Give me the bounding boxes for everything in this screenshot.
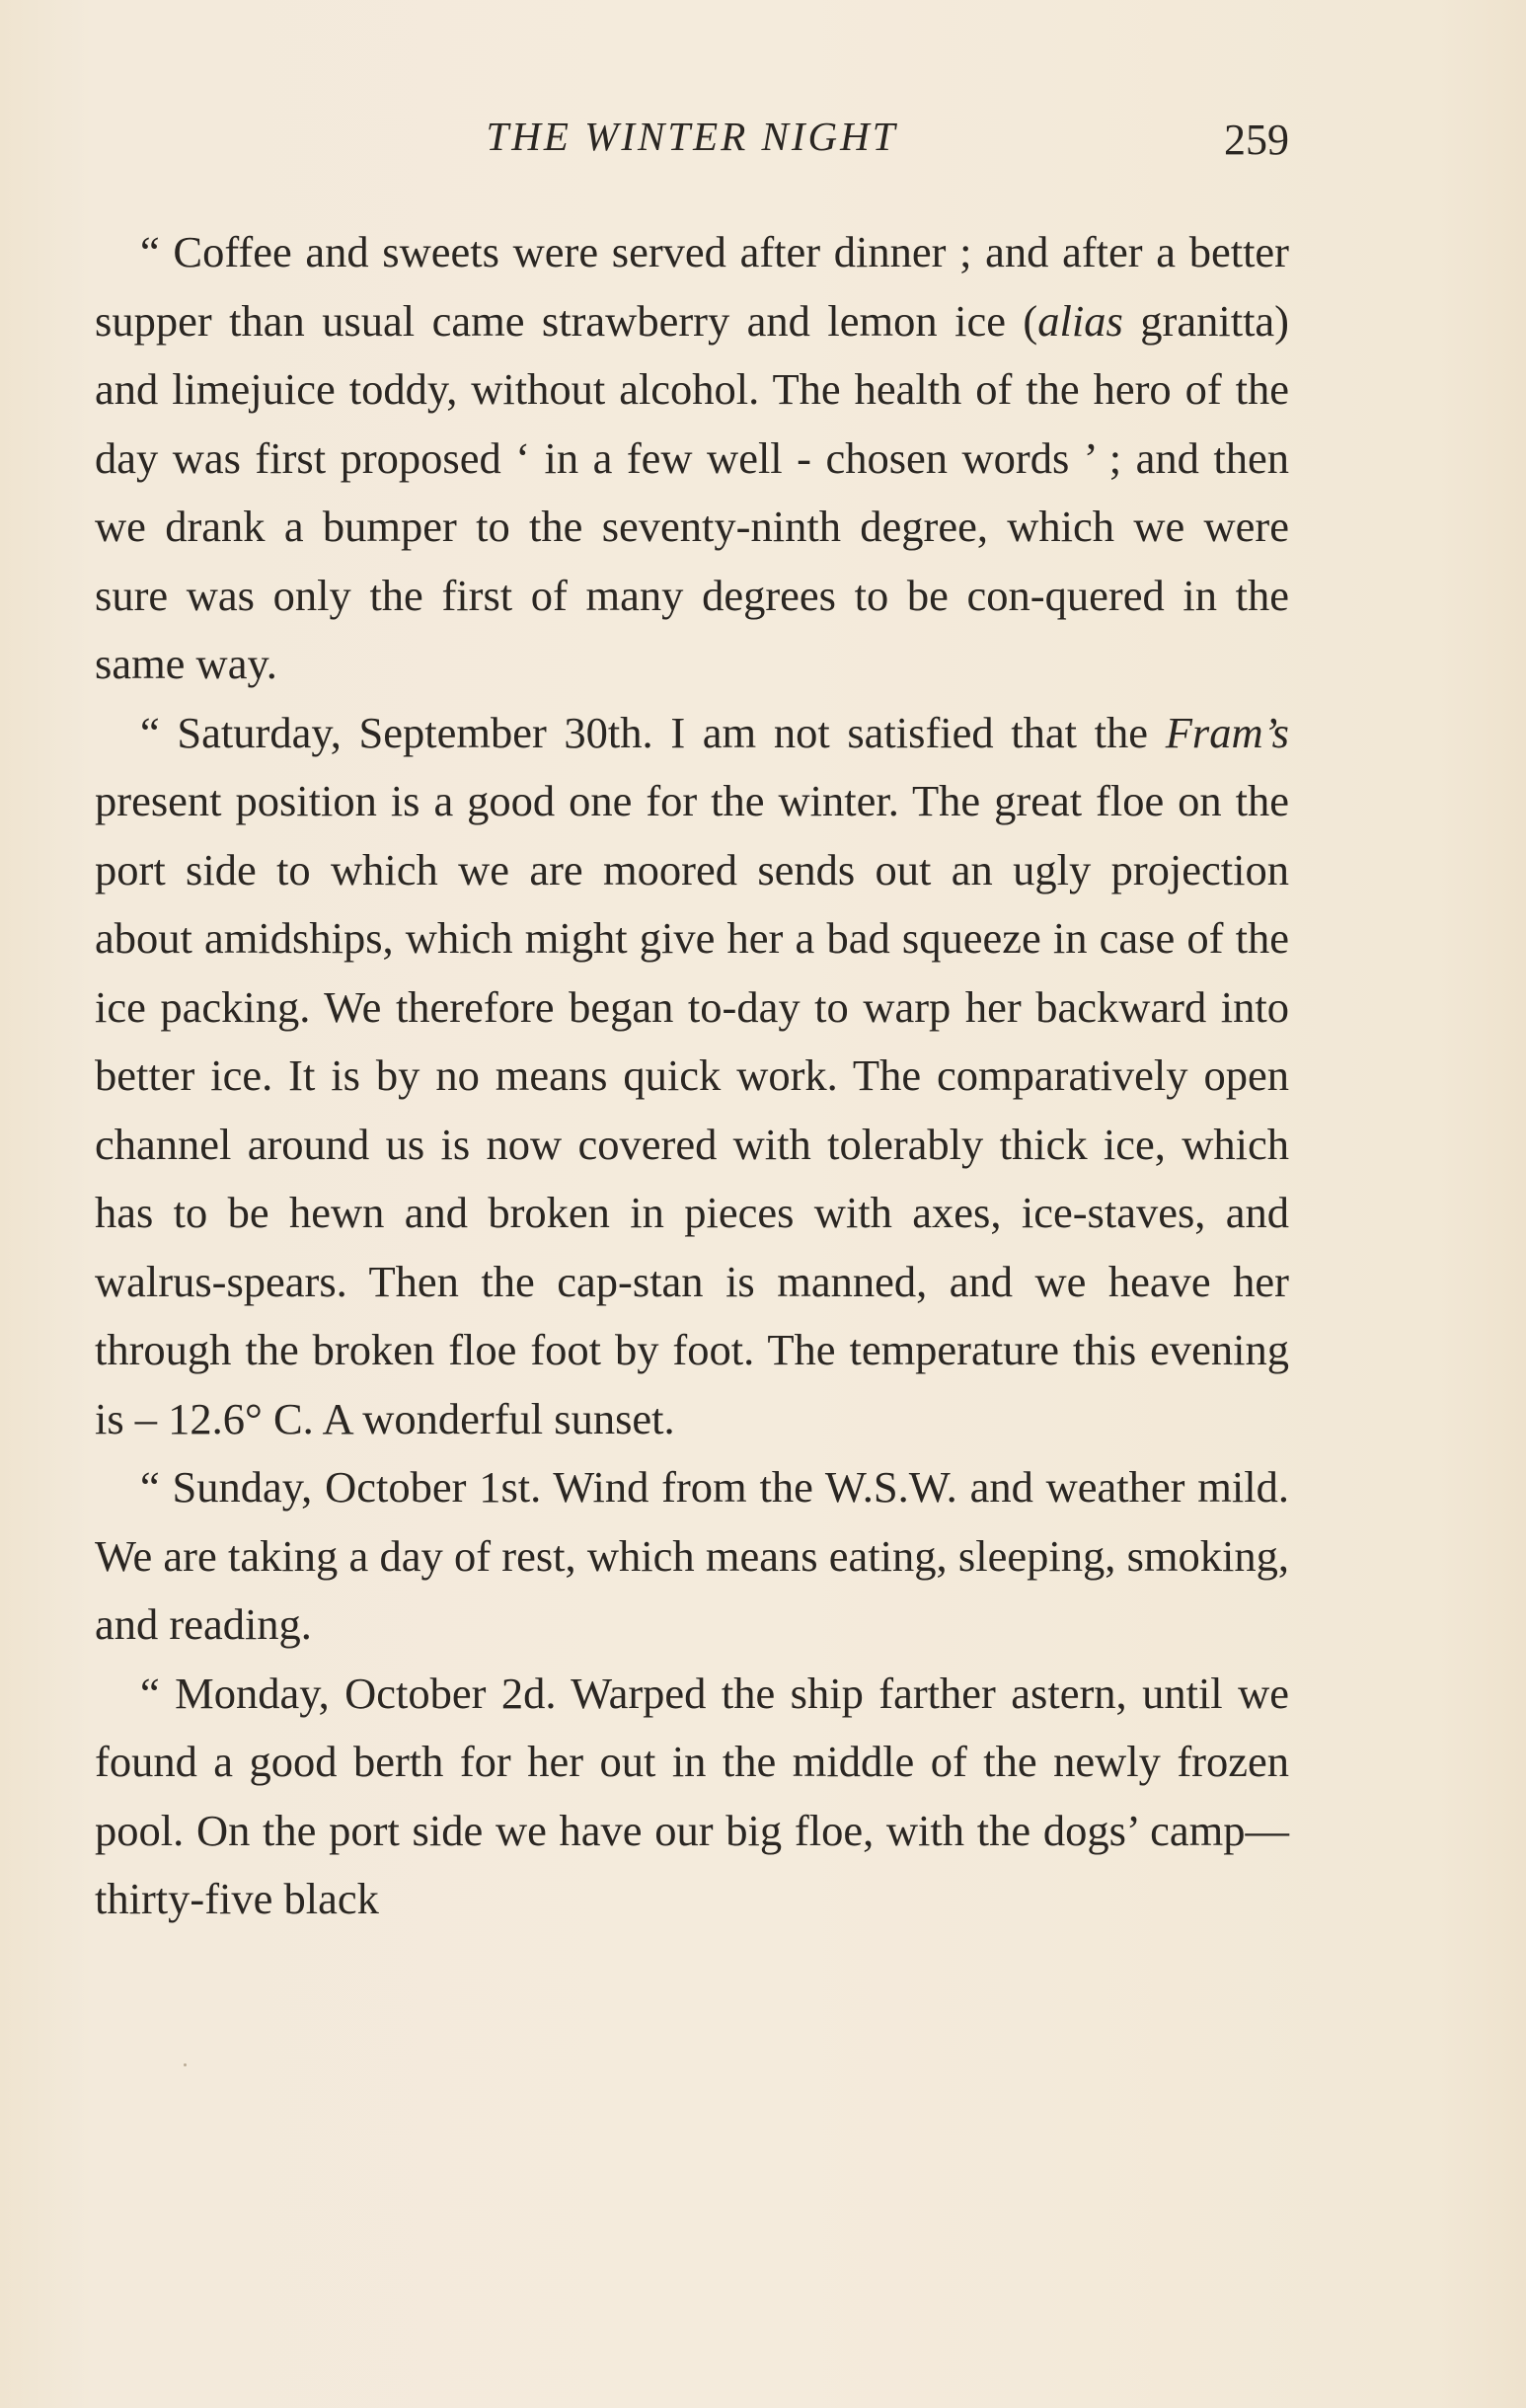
paragraph-4-segment-1: “ Monday, October 2d. Warped the ship farther astern, until we found a good berth for her out in the middle of the newly frozen pool. On the port side we have our big floe, with the dogs’ camp—thirty-five black: [95, 1668, 1289, 1923]
paragraph-2: [95, 699, 1289, 1454]
paragraph-4: [95, 1660, 1289, 1934]
paragraph-2-segment-1: “ Saturday, September 30th. I am not satisfied that the: [140, 707, 1166, 757]
paragraph-1: [95, 218, 1289, 699]
italic-ship-name: Fram’s: [1165, 707, 1289, 757]
paragraph-3-segment-1: “ Sunday, October 1st. Wind from the W.S.W. and weather mild. We are taking a day of rest, which means eating, sleeping, smoking, and reading.: [95, 1462, 1289, 1649]
running-title: THE WINTER NIGHT: [486, 114, 898, 159]
running-head: [95, 107, 1289, 166]
paragraph-1-segment-3: granitta) and limejuice toddy, without alcohol. The health of the hero of the day was first proposed ‘ in a few well - chosen words ’ ; and then we drank a bumper to the seventy-ninth degree, which we were sure was only the first of many degrees to be con-quered in the same way.: [95, 295, 1289, 688]
body-text: [95, 218, 1289, 1934]
paragraph-2-segment-3: present position is a good one for the winter. The great floe on the port side to which we are moored sends out an ugly projection about amidships, which might give her a bad squeeze in case of the ice packing. We therefore began to-day to warp her backward into better ice. It is by no means quick work. The comparatively open channel around us is now covered with tolerably thick ice, which has to be hewn and broken in pieces with axes, ice-staves, and walrus-spears. Then the cap-stan is manned, and we heave her through the broken floe foot by foot. The temperature this evening is – 12.6° C. A wonderful sunset.: [95, 776, 1289, 1443]
paper-speck: [184, 2063, 187, 2066]
page-number: 259: [1224, 116, 1289, 164]
italic-alias: alias: [1037, 295, 1123, 346]
paragraph-3: [95, 1453, 1289, 1660]
paragraph-1-segment-1: “ Coffee and sweets were served after dinner ; and after a better supper than usual came strawberry and lemon ice (: [95, 227, 1289, 346]
